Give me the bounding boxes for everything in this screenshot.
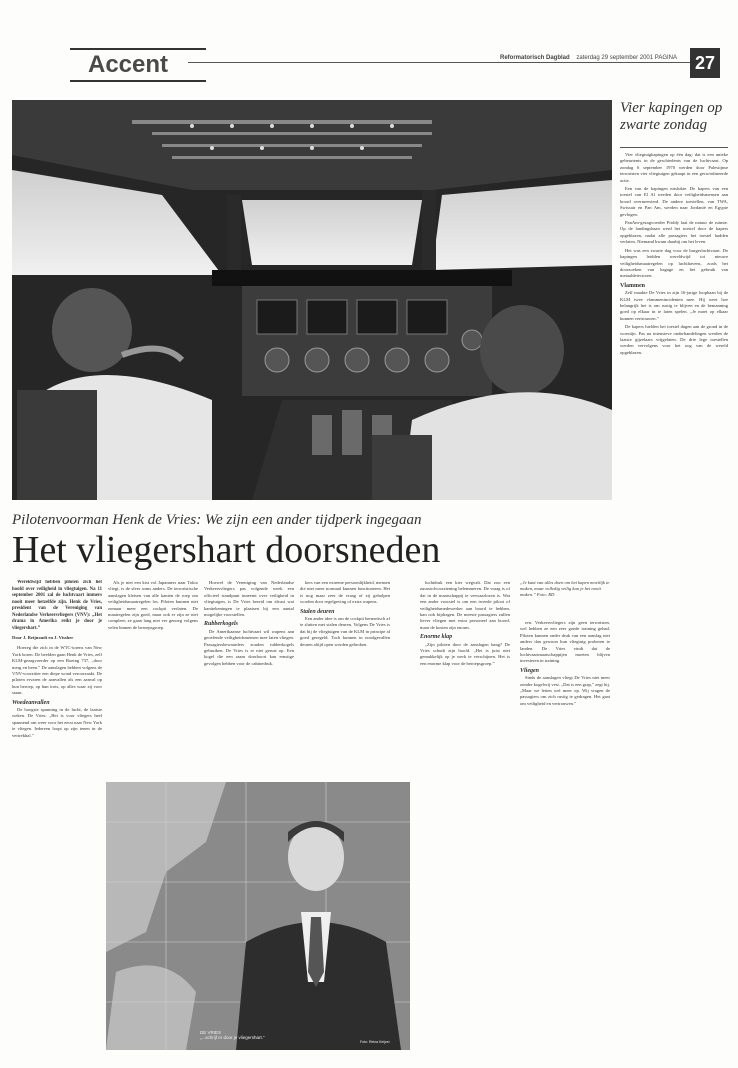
sidebar-paragraph: De kapers hielden het toestel dagen aan de grond in de woestijn. Pas na intensieve onderhandelingen werden de laatste gijzelaars vrijgelaten. De drie lege toestellen werden vervolgens voor het oog van de wereld opgeblazen. — [620, 324, 728, 355]
cockpit-photo — [12, 100, 612, 500]
header-rule — [188, 62, 690, 63]
pull-quote-credit: Foto: RD — [536, 592, 555, 598]
sidebar-paragraph: Zelf maakte De Vries in zijn 16-jarige loopbaan bij de KLM twee vlammenincidenten mee. Hij weet hoe belangrijk het is om rustig te blijven en de bemanning goed op elkaar in te laten spelen. „Je moet op elkaar kunnen vertrouwen.” — [620, 290, 728, 321]
section-label: Accent — [70, 48, 206, 82]
article-kicker: Pilotenvoorman Henk de Vries: We zijn een ander tijdperk ingegaan — [12, 512, 422, 528]
article-paragraph: Een ander idee is om de cockpit hermetisch af te sluiten met stalen deuren. Volgens De Vries is dat bij de vliegtuigen van de KLM in principe al goed geregeld. Toch kunnen in noodgevallen deuren altijd open worden gebroken. — [300, 616, 390, 647]
article-column-4 — [300, 580, 390, 775]
sidebar-paragraph: Het was een zwarte dag voor de burgerluchtvaart. De kapingen leidden wereldwijd tot nieuwe veiligheidsmaatregelen op luchthavens, zoals het doorzoeken van bagage en het gebruik van metaaldetectoren. — [620, 247, 728, 279]
article-column-3 — [204, 580, 294, 775]
article-lead: Wereldwijd hebben piloten zich het hoofd over veiligheid in vliegtuigen. Na 11 september 2001 zal de luchtvaart immers nooit meer hetzelfde zijn. Henk de Vries, president van de Vereniging van Nederlandse Verkeersvliegers (VNV): „Het drama in Amerika reikt je door je vliegershart.” — [12, 580, 102, 631]
portrait-credit: Foto: Reina Keijzer — [360, 1040, 390, 1044]
article-paragraph: „Zijn piloten door de aanslagen bang? De Vries schudt zijn hoofd. „Het is juist niet gemakkelijk op je werk te verschijnen. Het is een enorme klap voor de beroepsgroep.” — [420, 641, 510, 666]
article-subheading: Enorme klap — [420, 634, 453, 641]
sidebar-title: Vier kapingen op zwarte zondag — [620, 100, 723, 133]
header-date: zaterdag 29 september 2001 PAGINA — [576, 55, 677, 61]
header-meta — [500, 55, 677, 61]
portrait-photo — [106, 782, 410, 1050]
article-paragraph: Hoewel de Vereniging van Nederlandse Verkeersvliegers pas volgende week een officieel standpunt inneemt over veiligheid in vliegtuigen, is De Vries bereid om alvast wat kanttekeningen te plaatsen bij een aantal mogelijke voorstellen. — [204, 580, 294, 618]
sidebar-body — [620, 152, 728, 1052]
article-paragraph: Sinds de aanslagen vliegt De Vries niet meer zonder kogelvrij vest. „Dat is een grap,” zegt hij. „Maar we letten wel meer op. Wij vragen de passagiers om zich rustig te gedragen. Het gaat om veiligheid en vertrouwen.” — [520, 675, 610, 706]
article-byline: Door J. Reijnoudt en J. Vissher — [12, 635, 74, 640]
article-paragraph: luchtdruk een kier wegvalt. Dat zou een zuurstofvoorziening belemmeren. De vraag is of dat in de maatschappij te verwaarlozen is. Wat een ander voorstel is om een tweede piloot of veiligheidsmedewerker aan boord te hebben, kan ook bijdragen. De meeste passagiers zullen liever vliegen met extra personeel aan boord, maar de kosten zijn enorm. — [420, 580, 510, 630]
sidebar-paragraph: PanAm-gezagvoerder Priddy laat de natuur de ruimte. Op de landingsbaan werd het toestel door de kapers opgeblazen, nadat alle passagiers het toestel hadden verlaten. Niemand kwam daarbij om het leven. — [620, 220, 728, 245]
pull-quote-text: „Je kunt van alles doen om het kapen moeilijk te maken, maar volledig veilig kun je het nooit maken.” — [520, 580, 610, 598]
article-subheading: Stalen deuren — [300, 608, 335, 615]
article-column-1 — [12, 580, 102, 1050]
article-subheading: Rubberkogels — [204, 621, 239, 628]
article-headline: Het vliegershart doorsneden — [12, 529, 441, 571]
portrait-caption — [200, 1030, 310, 1040]
pull-quote — [520, 580, 610, 599]
article-paragraph: ren. Verkeersvliegers zijn geen terroristen, wel hebben ze een zeer goede training gehad. Piloten kunnen onder druk van een aanslag niet anders dan gewoon hun vliegtuig proberen te landen. De Vries vindt dat de luchtvaartmaatschappijen moeten blijven investeren in training. — [520, 620, 610, 664]
sidebar-subheading: Vlammen — [620, 282, 645, 289]
sidebar-rule — [620, 147, 728, 148]
article-column-5 — [420, 580, 510, 1050]
article-column-6 — [520, 620, 610, 1050]
page-number: 27 — [690, 48, 720, 78]
article-subheading: Woedeanvallen — [12, 699, 50, 706]
article-paragraph: De hoogste spanning in de lucht, de laatste weken. De Vries: „Het is voor vliegers heel spannend om weer voor het eerst naar New York te vliegen. Iedereen loopt op zijn tenen in de vertrekhal.” — [12, 707, 102, 738]
sidebar-paragraph: Een van de kapingen mislukte. De kapers van een toestel van El Al werden door veiligheidsmensen aan boord overmeesterd. De andere toestellen, van TWA, Swissair en Pan Am, werden naar Jordanië en Egypte gevlogen. — [620, 186, 728, 217]
article-subheading: Vliegen — [520, 667, 539, 674]
portrait-caption-name: DE VRIES — [200, 1030, 222, 1035]
portrait-caption-quote: „...schrijf er door je vliegershart.” — [200, 1035, 265, 1040]
article-paragraph: De Amerikaanse luchtvaart wil wapens aan geoefende veiligheidsmensen mee laten vliegen. Passagiersbewaarders zouden rubberkogels gebruiken. De Vries is er niet gerust op. Een kogel die een raam doorboort kan ernstige gevolgen hebben voor de cabinedruk. — [204, 628, 294, 666]
article-paragraph: Hoezeg die zich in de WTC-torens van New York boren. De beelden gaan Henk de Vries, zelf KLM-gezagvoerder op een Boeing 737, „door merg en been.” De aanslagen hebben volgens de VNV-voorzitter een diepe wond veroorzaakt. De piloten ervaren de aanvallen als een aanval op hun beroep, op hun trots, op alles waar zij voor staan. — [12, 645, 102, 696]
article-column-2 — [108, 580, 198, 775]
sidebar-paragraph: Vier vliegtuigkapingen op één dag: dat is een unieke gebeurtenis in de geschiedenis van de luchtvaart. Op zondag 6 september 1970 werden door Palestijnse terroristen vier vliegtuigen gekaapt in een gecoördineerde actie. — [620, 152, 728, 183]
newspaper-name: Reformatorisch Dagblad — [500, 55, 570, 61]
article-paragraph: kers van een extreme persoonlijkheid, mensen die niet meer normaal kunnen functioneren. Het is nog maar zeer de vraag of zij geholpen worden door regelgeving of extra wapens. — [300, 580, 390, 605]
article-paragraph: Als je niet een kist vol Japanners naar Tokio vliegt, is de sfeer soms anders. De terroristische aanslagen kletsen van alle kanten de roep om veiligheidsmaatregelen los. Piloten kunnen niet zomaar meer een cockpit verlaten. De maatregelen zijn goed, maar ook er zijn ze niet compleet; ze gaan lang niet ver genoeg volgens velen binnen de beroepsgroep. — [108, 580, 198, 630]
